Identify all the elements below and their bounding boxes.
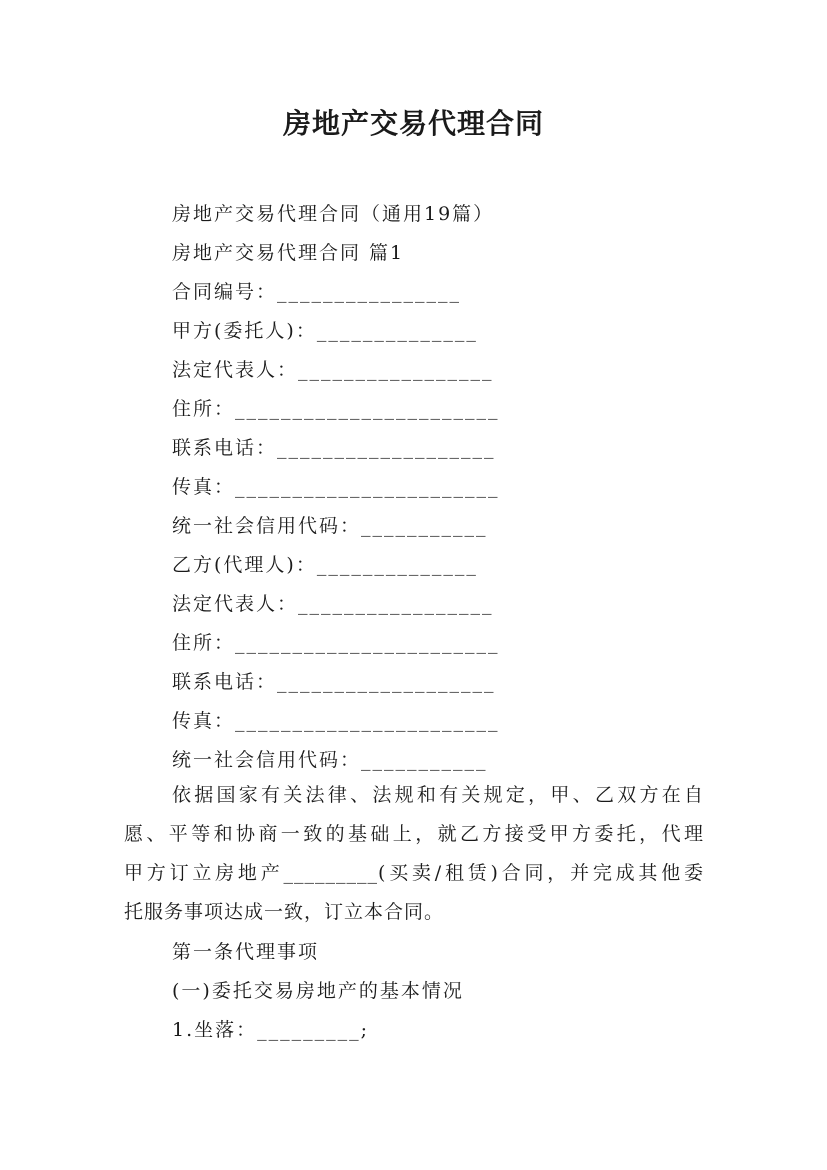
document-title: 房地产交易代理合同 — [282, 107, 544, 140]
paragraph-line: 托服务事项达成一致，订立本合同。 — [124, 901, 445, 923]
party-a-credit-code-field: 统一社会信用代码：___________ — [172, 515, 488, 537]
party-a-representative-field: 法定代表人：_________________ — [172, 359, 494, 381]
party-a-field: 甲方(委托人)：______________ — [172, 320, 478, 342]
party-b-credit-code-field: 统一社会信用代码：___________ — [172, 749, 488, 771]
location-field: 1.坐落：_________; — [172, 1019, 370, 1041]
section-heading: 房地产交易代理合同 篇1 — [172, 242, 405, 264]
party-b-phone-field: 联系电话：___________________ — [172, 671, 496, 693]
subtitle-line: 房地产交易代理合同（通用19篇） — [172, 203, 495, 225]
intro-paragraph — [124, 776, 704, 932]
contract-number-field: 合同编号：________________ — [172, 281, 462, 303]
party-b-field: 乙方(代理人)：______________ — [172, 554, 478, 576]
party-a-address-field: 住所：_______________________ — [172, 398, 500, 420]
article-heading: 第一条代理事项 — [172, 941, 320, 963]
party-b-representative-field: 法定代表人：_________________ — [172, 593, 494, 615]
subsection-heading: (一)委托交易房地产的基本情况 — [172, 980, 464, 1002]
paragraph-line: 依据国家有关法律、法规和有关规定，甲、乙双方在自 — [172, 784, 704, 806]
paragraph-line: 甲方订立房地产_________(买卖/租赁)合同，并完成其他委 — [124, 862, 704, 884]
party-b-address-field: 住所：_______________________ — [172, 632, 500, 654]
party-a-phone-field: 联系电话：___________________ — [172, 437, 496, 459]
paragraph-line: 愿、平等和协商一致的基础上，就乙方接受甲方委托，代理 — [124, 823, 704, 845]
party-b-fax-field: 传真：_______________________ — [172, 710, 500, 732]
party-a-fax-field: 传真：_______________________ — [172, 476, 500, 498]
